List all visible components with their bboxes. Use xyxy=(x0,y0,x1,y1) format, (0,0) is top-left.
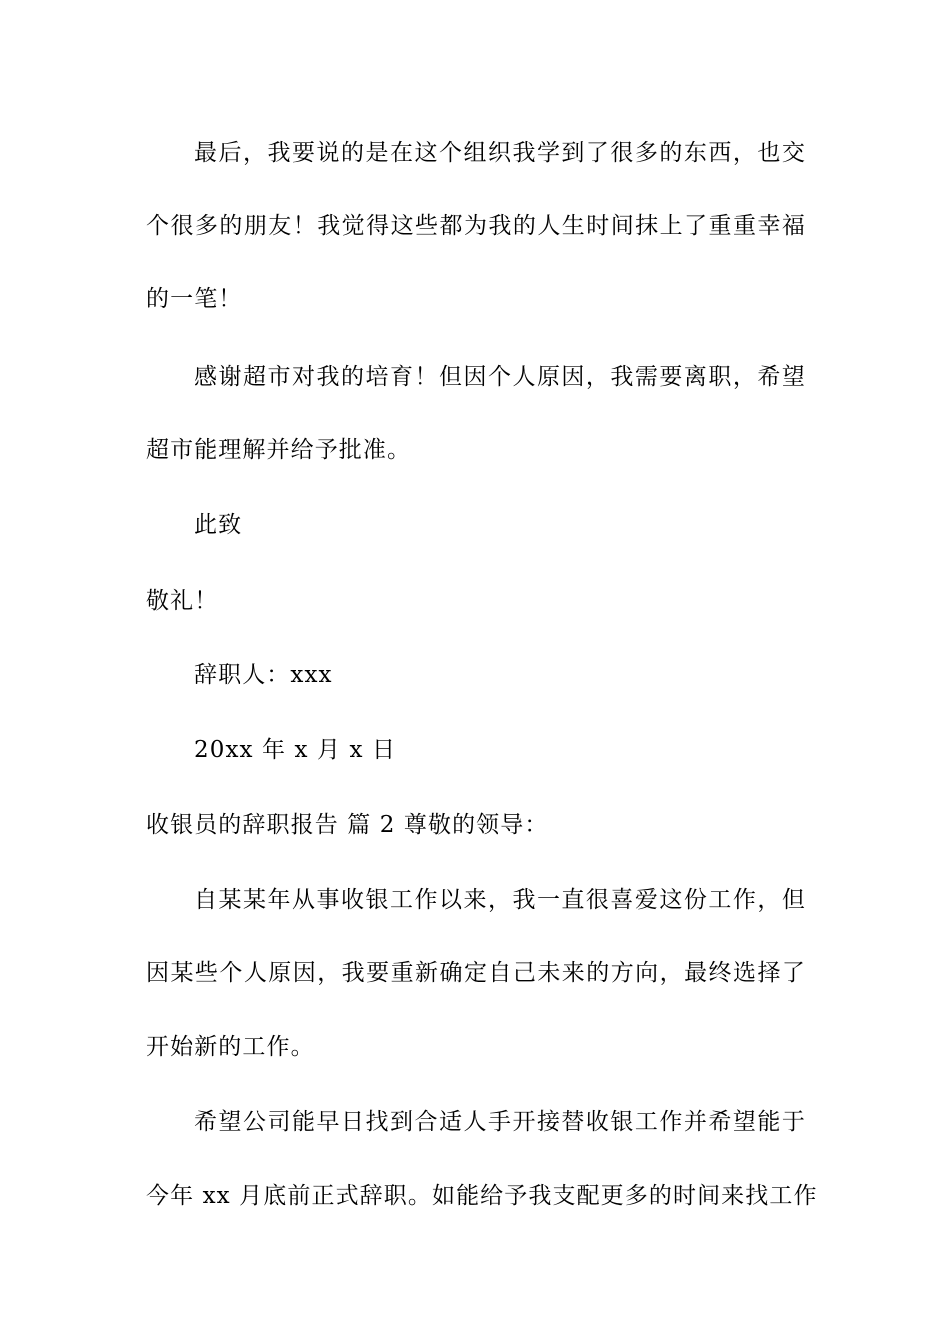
paragraph-1-line-3: 的一笔！ xyxy=(146,286,243,312)
section-heading: 收银员的辞职报告 篇 2 尊敬的领导： xyxy=(146,812,549,838)
paragraph-3-line-2: 因某些个人原因，我要重新确定自己未来的方向，最终选择了 xyxy=(146,960,806,986)
closing-salutation: 此致 xyxy=(194,512,243,538)
paragraph-1-line-1: 最后，我要说的是在这个组织我学到了很多的东西，也交 xyxy=(194,140,806,166)
paragraph-4-line-2: 今年 xx 月底前正式辞职。如能给予我支配更多的时间来找工作 xyxy=(146,1183,818,1209)
paragraph-3-line-1: 自某某年从事收银工作以来，我一直很喜爱这份工作，但 xyxy=(194,887,806,913)
paragraph-2-line-1: 感谢超市对我的培育！但因个人原因，我需要离职，希望 xyxy=(194,364,806,390)
paragraph-4-line-1: 希望公司能早日找到合适人手开接替收银工作并希望能于 xyxy=(194,1109,806,1135)
closing-respect: 敬礼！ xyxy=(146,588,219,614)
paragraph-1-line-2: 个很多的朋友！我觉得这些都为我的人生时间抹上了重重幸福 xyxy=(146,213,806,239)
paragraph-3-line-3: 开始新的工作。 xyxy=(146,1034,315,1060)
paragraph-2-line-2: 超市能理解并给予批准。 xyxy=(146,437,412,463)
signer-name: 辞职人：xxx xyxy=(194,662,333,688)
letter-date: 20xx 年 x 月 x 日 xyxy=(194,737,397,763)
